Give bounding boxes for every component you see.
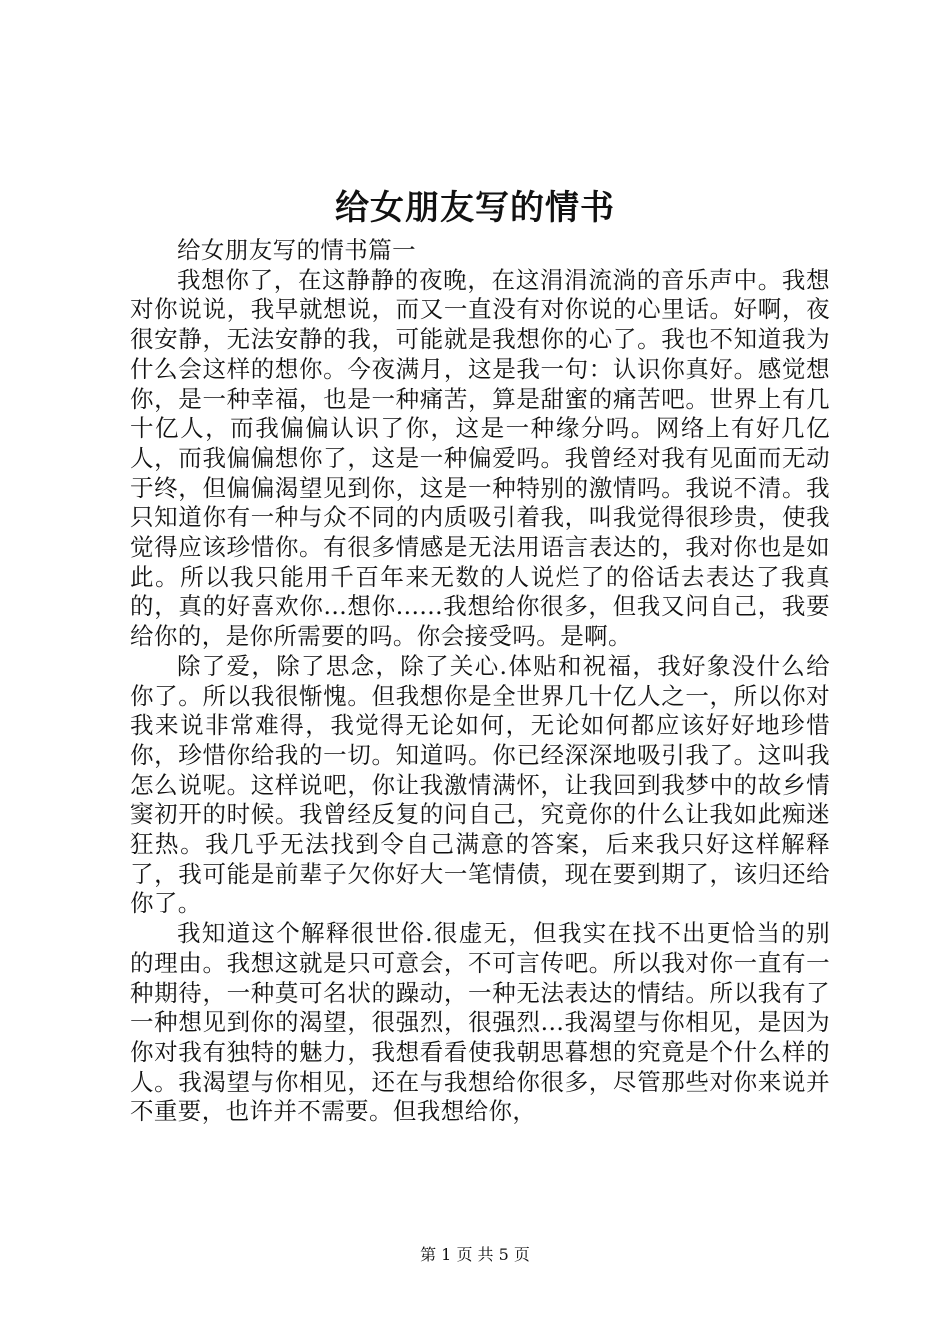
document-body xyxy=(130,236,830,1127)
paragraph-1: 我想你了，在这静静的夜晚，在这涓涓流淌的音乐声中。我想对你说说，我早就想说，而又一直没有对你说的心里话。好啊，夜很安静，无法安静的我，可能就是我想你的心了。我也不知道我为什么会这样的想你。今夜满月，这是我一句：认识你真好。感觉想你，是一种幸福，也是一种痛苦，算是甜蜜的痛苦吧。世界上有几十亿人，而我偏偏认识了你，这是一种缘分吗。网络上有好几亿人，而我偏偏想你了，这是一种偏爱吗。我曾经对我有见面而无动于终，但偏偏渴望见到你，这是一种特别的激情吗。我说不清。我只知道你有一种与众不同的内质吸引着我，叫我觉得很珍贵，使我觉得应该珍惜你。有很多情感是无法用语言表达的，我对你也是如此。所以我只能用千百年来无数的人说烂了的俗话去表达了我真的，真的好喜欢你...想你......我想给你很多，但我又问自己，我要给你的，是你所需要的吗。你会接受吗。是啊。 xyxy=(130,265,830,651)
section-subtitle: 给女朋友写的情书篇一 xyxy=(177,236,416,264)
paragraph-3: 我知道这个解释很世俗.很虚无，但我实在找不出更恰当的别的理由。我想这就是只可意会，不可言传吧。所以我对你一直有一种期待，一种莫可名状的躁动，一种无法表达的情结。所以我有了一种想见到你的渴望，很强烈，很强烈...我渴望与你相见，是因为你对我有独特的魅力，我想看看使我朝思暮想的究竟是个什么样的人。我渴望与你相见，还在与我想给你很多，尽管那些对你来说并不重要，也许并不需要。但我想给你， xyxy=(130,919,830,1126)
document-title: 给女朋友写的情书 xyxy=(335,188,615,228)
page-number-footer: 第 1 页 共 5 页 xyxy=(420,1245,530,1264)
paragraph-2: 除了爱，除了思念，除了关心.体贴和祝福，我好象没什么给你了。所以我很惭愧。但我想你是全世界几十亿人之一，所以你对我来说非常难得，我觉得无论如何，无论如何都应该好好地珍惜你，珍惜你给我的一切。知道吗。你已经深深地吸引我了。这叫我怎么说呢。这样说吧，你让我激情满怀，让我回到我梦中的故乡情窦初开的时候。我曾经反复的问自己，究竟你的什么让我如此痴迷狂热。我几乎无法找到令自己满意的答案，后来我只好这样解释了，我可能是前辈子欠你好大一笔情债，现在要到期了，该归还给你了。 xyxy=(130,651,830,918)
